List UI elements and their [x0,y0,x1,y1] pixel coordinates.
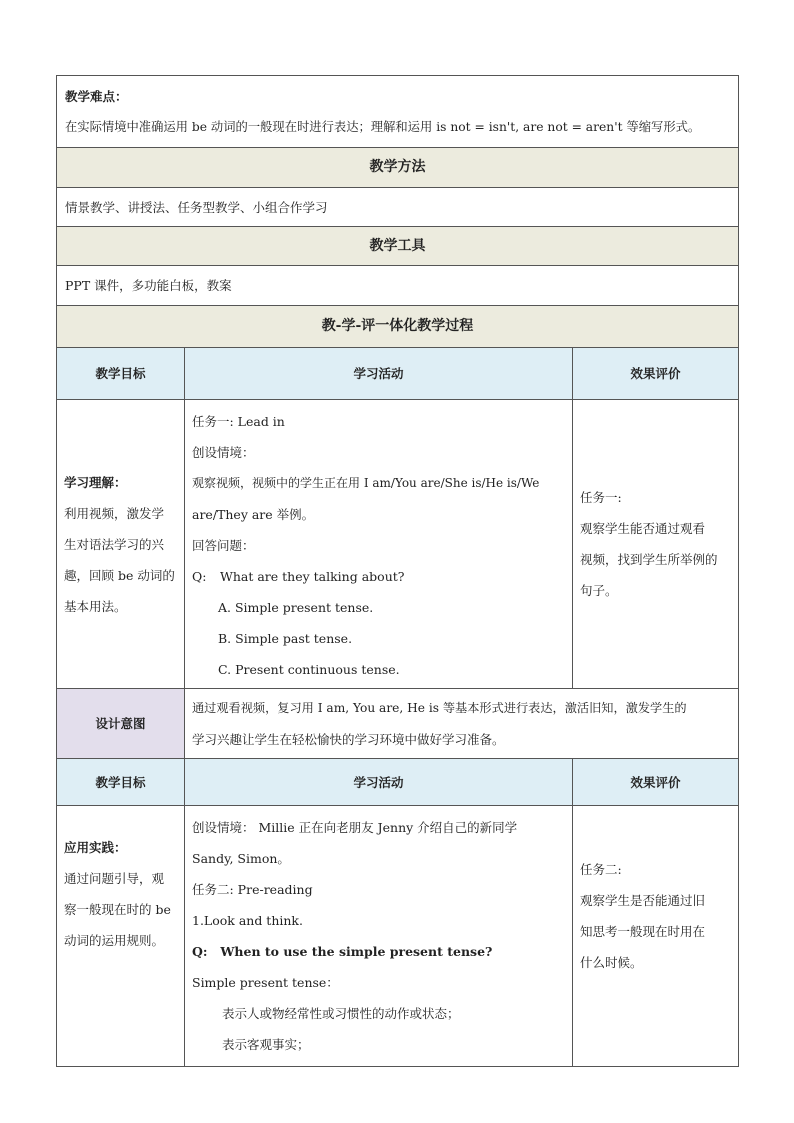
question-text: What are they talking about? [219,569,405,584]
tools-row [57,266,739,306]
column-header-row-1 [57,348,739,400]
section1-activity-cell [185,400,573,689]
tools-heading: 教学工具 [57,227,739,266]
question-label: Q: [192,569,207,584]
section1-question [192,561,565,592]
section2-goal-line: 通过问题引导，观 [64,871,165,886]
section2-goal-title: 应用实践： [64,840,127,855]
lesson-plan-table [56,75,739,1067]
design-label: 设计意图 [57,689,185,759]
section1-activity-line: 回答问题： [192,538,255,553]
section1-eval-line: 视频，找到学生所举例的 [580,552,718,567]
section1-goal-title: 学习理解： [64,474,127,490]
difficulty-heading: 教学难点： [65,88,128,104]
column-activity-header: 学习活动 [185,348,573,400]
column-header-row-2 [57,759,739,806]
section2-activity-cell [185,806,573,1067]
section2-eval-line: 任务二: [580,862,622,877]
section2-eval-line: 什么时候。 [580,955,643,970]
difficulty-cell [57,76,739,148]
column-goal-header: 教学目标 [57,348,185,400]
column-goal-header: 教学目标 [57,759,185,806]
section1-goal-line: 利用视频，激发学 [64,505,165,521]
section2-activity-line: 任务二: Pre-reading [192,882,313,897]
section1-goal-cell [57,400,185,689]
section2-goal-cell [57,806,185,1067]
section1-goal-line: 基本用法。 [64,598,127,614]
design-cell [185,689,739,759]
section1-option: B. Simple past tense. [218,631,353,646]
section2-row [57,806,739,1067]
section2-goal-line: 察一般现在时的 be [64,902,171,917]
section1-option: A. Simple present tense. [218,600,374,615]
question-label: Q: [192,944,208,959]
section2-activity-line: Sandy, Simon。 [192,851,290,866]
section2-question [192,936,565,967]
column-activity-header: 学习活动 [185,759,573,806]
section2-sub-title: Simple present tense： [192,975,339,990]
tools-text: PPT 课件，多功能白板，教案 [57,266,739,306]
section1-activity-line: 观察视频，视频中的学生正在用 I am/You are/She is/He is/We [192,476,540,490]
methods-header-row [57,148,739,188]
section2-sub-line: 表示客观事实； [222,1037,310,1052]
difficulty-row [57,76,739,148]
section1-row [57,400,739,689]
section2-eval-line: 知思考一般现在时用在 [580,924,706,939]
section2-activity-line: 创设情境： Millie 正在向老朋友 Jenny 介绍自己的新同学 [192,820,518,835]
section2-sub-line: 表示人或物经常性或习惯性的动作或状态； [222,1006,460,1021]
column-evaluation-header: 效果评价 [573,759,739,806]
lesson-plan-page [56,75,738,1067]
section1-evaluation-cell [573,400,739,689]
section1-activity-line: are/They are 举例。 [192,507,315,522]
section1-goal-line: 生对语法学习的兴 [64,536,165,552]
section1-eval-line: 句子。 [580,583,618,598]
tools-header-row [57,227,739,266]
design-line: 通过观看视频，复习用 I am, You are, He is 等基本形式进行表达，激活旧知，激发学生的 [192,700,687,715]
section2-evaluation-cell [573,806,739,1067]
section1-activity-line: 任务一: Lead in [192,414,285,429]
methods-row [57,188,739,227]
difficulty-text: 在实际情境中准确运用 be 动词的一般现在时进行表达；理解和运用 is not = isn't, are not = aren't 等缩写形式。 [65,119,701,134]
methods-heading: 教学方法 [57,148,739,188]
methods-text: 情景教学、讲授法、任务型教学、小组合作学习 [57,188,739,227]
section1-eval-line: 观察学生能否通过观看 [580,521,706,536]
section2-goal-line: 动词的运用规则。 [64,933,165,948]
question-text: When to use the simple present tense? [220,944,493,959]
section2-activity-line: 1.Look and think. [192,913,303,928]
section2-eval-line: 观察学生是否能通过旧 [580,893,706,908]
design-row [57,689,739,759]
section1-activity-line: 创设情境： [192,445,255,460]
design-line: 学习兴趣让学生在轻松愉快的学习环境中做好学习准备。 [192,731,505,747]
section1-option: C. Present continuous tense. [218,662,400,677]
process-heading: 教-学-评一体化教学过程 [57,306,739,348]
process-header-row [57,306,739,348]
column-evaluation-header: 效果评价 [573,348,739,400]
section1-eval-line: 任务一: [580,490,622,505]
section1-goal-line: 趣，回顾 be 动词的 [64,567,175,583]
